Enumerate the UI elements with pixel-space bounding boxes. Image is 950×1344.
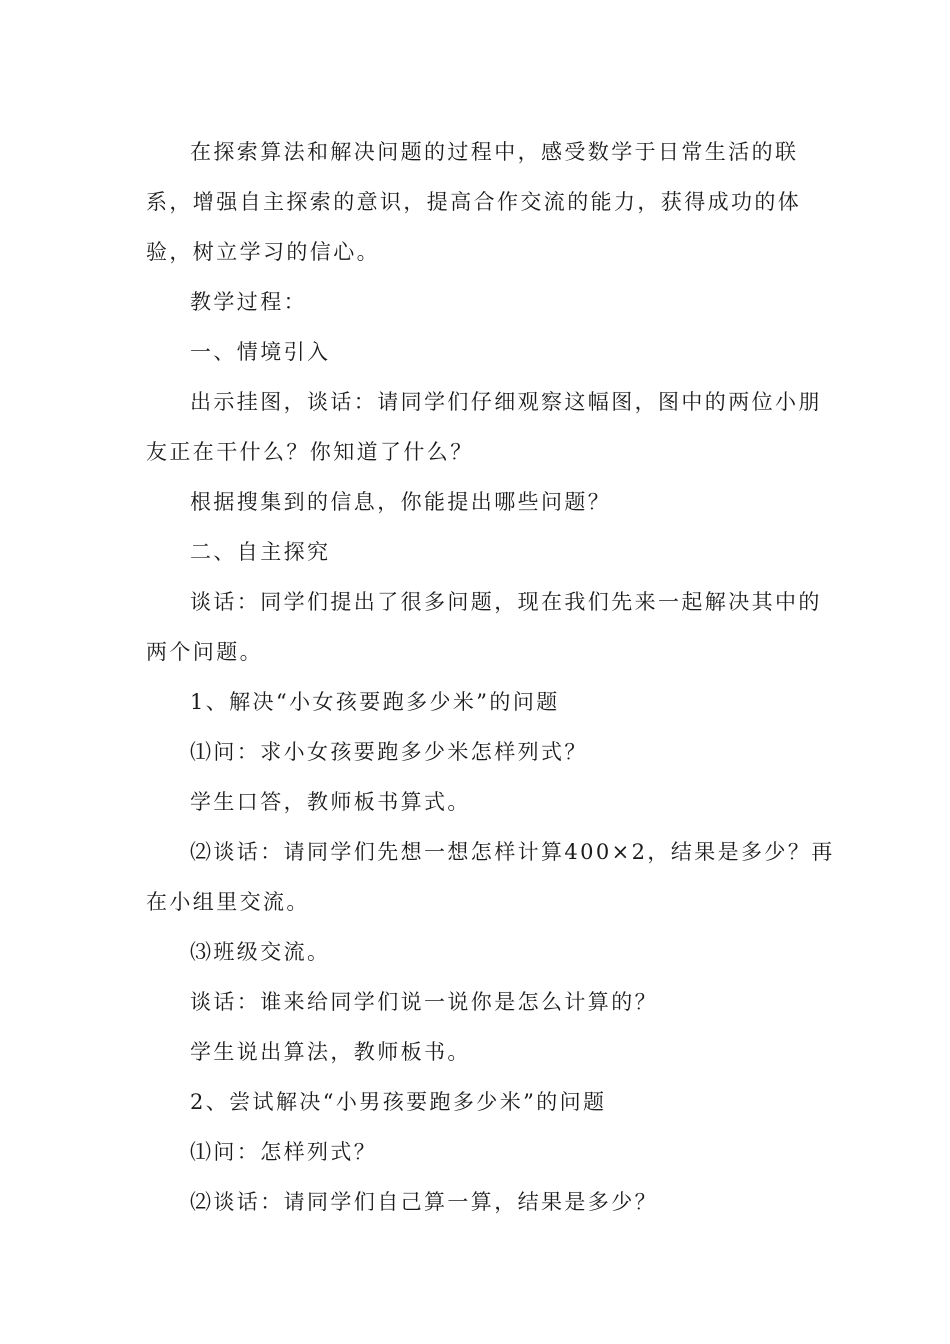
item-1-answer: 学生口答，教师板书算式。 [190, 790, 471, 814]
paragraph-question: 根据搜集到的信息，你能提出哪些问题？ [190, 490, 612, 514]
item-2-heading: 2、尝试解决“小男孩要跑多少米”的问题 [190, 1090, 607, 1114]
paragraph-intro-line-2: 友正在干什么？你知道了什么？ [146, 440, 474, 464]
heading-teaching-process: 教学过程： [190, 290, 307, 314]
item-1-step-2-line-2: 在小组里交流。 [146, 890, 310, 914]
item-1-response: 学生说出算法，教师板书。 [190, 1040, 471, 1064]
item-1-heading: 1、解决“小女孩要跑多少米”的问题 [190, 690, 560, 714]
item-1-step-1: ⑴问：求小女孩要跑多少米怎样列式？ [190, 740, 588, 764]
section-heading-2: 二、自主探究 [190, 540, 331, 564]
paragraph-intro-line-1: 出示挂图，谈话：请同学们仔细观察这幅图，图中的两位小朋 [190, 390, 822, 414]
paragraph-talk-line-2: 两个问题。 [146, 640, 263, 664]
paragraph-goal-line-3: 验，树立学习的信心。 [146, 240, 380, 264]
paragraph-goal-line-1: 在探索算法和解决问题的过程中，感受数学于日常生活的联 [190, 140, 799, 164]
item-1-talk: 谈话：谁来给同学们说一说你是怎么计算的？ [190, 990, 658, 1014]
item-2-step-1: ⑴问：怎样列式？ [190, 1140, 378, 1164]
item-2-step-2: ⑵谈话：请同学们自己算一算，结果是多少？ [190, 1190, 658, 1214]
item-1-step-3: ⑶班级交流。 [190, 940, 331, 964]
paragraph-goal-line-2: 系，增强自主探索的意识，提高合作交流的能力，获得成功的体 [146, 190, 802, 214]
paragraph-talk-line-1: 谈话：同学们提出了很多问题，现在我们先来一起解决其中的 [190, 590, 822, 614]
item-1-step-2-line-1: ⑵谈话：请同学们先想一想怎样计算400×2，结果是多少？再 [190, 840, 835, 864]
section-heading-1: 一、情境引入 [190, 340, 331, 364]
